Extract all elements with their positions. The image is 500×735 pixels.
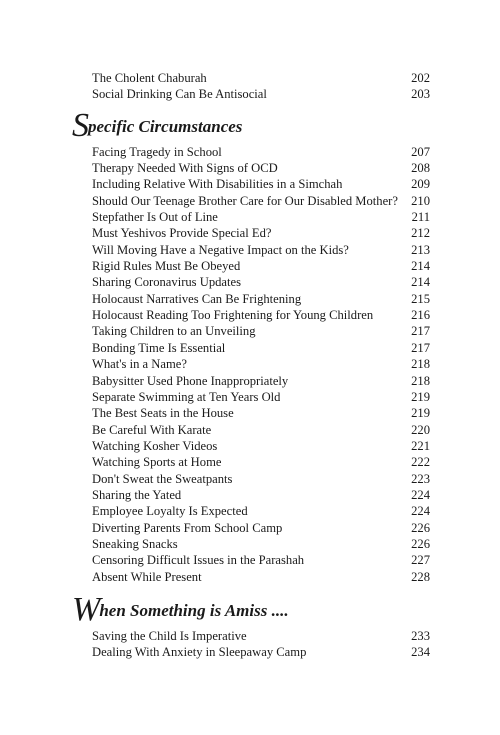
- entry-title: Must Yeshivos Provide Special Ed?: [92, 226, 272, 241]
- entry-page-number: 214: [411, 275, 430, 290]
- section-heading-text: hen Something is Amiss ....: [99, 600, 289, 620]
- toc-entry: [72, 258, 430, 274]
- toc-entry: [72, 454, 430, 470]
- entry-title: What's in a Name?: [92, 357, 187, 372]
- entry-title: Babysitter Used Phone Inappropriately: [92, 373, 289, 388]
- toc-entry: [72, 569, 430, 585]
- entry-page-number: 210: [411, 193, 430, 208]
- toc-entry: [72, 389, 430, 405]
- toc-entry: [72, 70, 430, 86]
- entry-page-number: 219: [411, 406, 430, 421]
- entry-page-number: 214: [411, 259, 430, 274]
- section-initial: S: [72, 106, 88, 144]
- entry-page-number: 207: [411, 144, 430, 159]
- toc-entry: [72, 242, 430, 258]
- toc-entry: [72, 422, 430, 438]
- entry-page-number: 218: [411, 373, 430, 388]
- section-entry-list: [72, 628, 430, 661]
- entry-title: Separate Swimming at Ten Years Old: [92, 389, 281, 404]
- entry-title: Taking Children to an Unveiling: [92, 324, 256, 339]
- entry-page-number: 202: [411, 71, 430, 85]
- entry-page-number: 222: [411, 455, 430, 470]
- toc-entry: [72, 291, 430, 307]
- section-initial: W: [72, 590, 100, 628]
- entry-title: Should Our Teenage Brother Care for Our Disabled Mother?: [92, 193, 398, 208]
- entry-page-number: 227: [411, 553, 430, 568]
- table-of-contents: [72, 70, 430, 661]
- entry-page-number: 220: [411, 422, 430, 437]
- entry-title: Diverting Parents From School Camp: [92, 520, 283, 535]
- entry-title: Absent While Present: [92, 569, 202, 584]
- toc-entry: [72, 340, 430, 356]
- toc-entry: [72, 487, 430, 503]
- entry-title: Stepfather Is Out of Line: [92, 210, 218, 225]
- toc-entry: [72, 307, 430, 323]
- entry-page-number: 218: [411, 357, 430, 372]
- entry-page-number: 215: [411, 291, 430, 306]
- toc-entry: [72, 373, 430, 389]
- entry-page-number: 226: [411, 536, 430, 551]
- entry-page-number: 223: [411, 471, 430, 486]
- toc-entry: [72, 405, 430, 421]
- entry-page-number: 233: [411, 628, 430, 643]
- toc-entry: [72, 176, 430, 192]
- entry-title: Bonding Time Is Essential: [92, 340, 226, 355]
- entry-title: Social Drinking Can Be Antisocial: [92, 87, 267, 102]
- entry-page-number: 203: [411, 87, 430, 102]
- toc-entry: [72, 520, 430, 536]
- entry-title: Watching Sports at Home: [92, 455, 222, 470]
- entry-title: Censoring Difficult Issues in the Parashah: [92, 553, 305, 568]
- toc-entry: [72, 628, 430, 644]
- entry-page-number: 219: [411, 389, 430, 404]
- entry-title: Rigid Rules Must Be Obeyed: [92, 259, 241, 274]
- entry-page-number: 212: [411, 226, 430, 241]
- entry-title: Sharing the Yated: [92, 487, 182, 502]
- entry-page-number: 234: [411, 645, 430, 660]
- entry-page-number: 221: [411, 438, 430, 453]
- entry-page-number: 217: [411, 340, 430, 355]
- entry-page-number: 209: [411, 177, 430, 192]
- entry-page-number: 228: [411, 569, 430, 584]
- toc-entry: [72, 274, 430, 290]
- entry-page-number: 224: [411, 504, 430, 519]
- entry-page-number: 213: [411, 242, 430, 257]
- toc-entry: [72, 356, 430, 372]
- entry-page-number: 224: [411, 487, 430, 502]
- entry-title: Holocaust Narratives Can Be Frightening: [92, 291, 302, 306]
- entry-page-number: 216: [411, 308, 430, 323]
- entry-page-number: 211: [411, 210, 430, 225]
- entry-title: Sharing Coronavirus Updates: [92, 275, 242, 290]
- entry-page-number: 217: [411, 324, 430, 339]
- entry-title: Don't Sweat the Sweatpants: [92, 471, 233, 486]
- section-heading: [72, 590, 430, 628]
- toc-entry: [72, 193, 430, 209]
- entry-title: Sneaking Snacks: [92, 536, 178, 551]
- entry-page-number: 226: [411, 520, 430, 535]
- entry-title: The Cholent Chaburah: [92, 71, 207, 85]
- entry-title: Be Careful With Karate: [92, 422, 212, 437]
- toc-entry: [72, 144, 430, 160]
- entry-title: Dealing With Anxiety in Sleepaway Camp: [92, 645, 307, 660]
- entry-page-number: 208: [411, 161, 430, 176]
- toc-entry: [72, 536, 430, 552]
- entry-title: Employee Loyalty Is Expected: [92, 504, 248, 519]
- toc-entry: [72, 160, 430, 176]
- toc-entry: [72, 471, 430, 487]
- toc-entry: [72, 438, 430, 454]
- toc-entry: [72, 323, 430, 339]
- section-heading-text: pecific Circumstances: [88, 116, 243, 136]
- entry-title: The Best Seats in the House: [92, 406, 234, 421]
- toc-entry: [72, 225, 430, 241]
- entry-title: Will Moving Have a Negative Impact on the Kids?: [92, 242, 349, 257]
- entry-title: Facing Tragedy in School: [92, 144, 222, 159]
- toc-entry: [72, 552, 430, 568]
- toc-entry: [72, 644, 430, 660]
- entry-title: Saving the Child Is Imperative: [92, 628, 247, 643]
- entry-title: Watching Kosher Videos: [92, 438, 218, 453]
- entry-title: Holocaust Reading Too Frightening for Young Children: [92, 308, 374, 323]
- section-heading: [72, 106, 430, 144]
- toc-entry: [72, 503, 430, 519]
- entry-title: Therapy Needed With Signs of OCD: [92, 161, 278, 176]
- entry-title: Including Relative With Disabilities in a Simchah: [92, 177, 343, 192]
- toc-entry: [72, 86, 430, 102]
- toc-entry: [72, 209, 430, 225]
- section-entry-list: [72, 144, 430, 585]
